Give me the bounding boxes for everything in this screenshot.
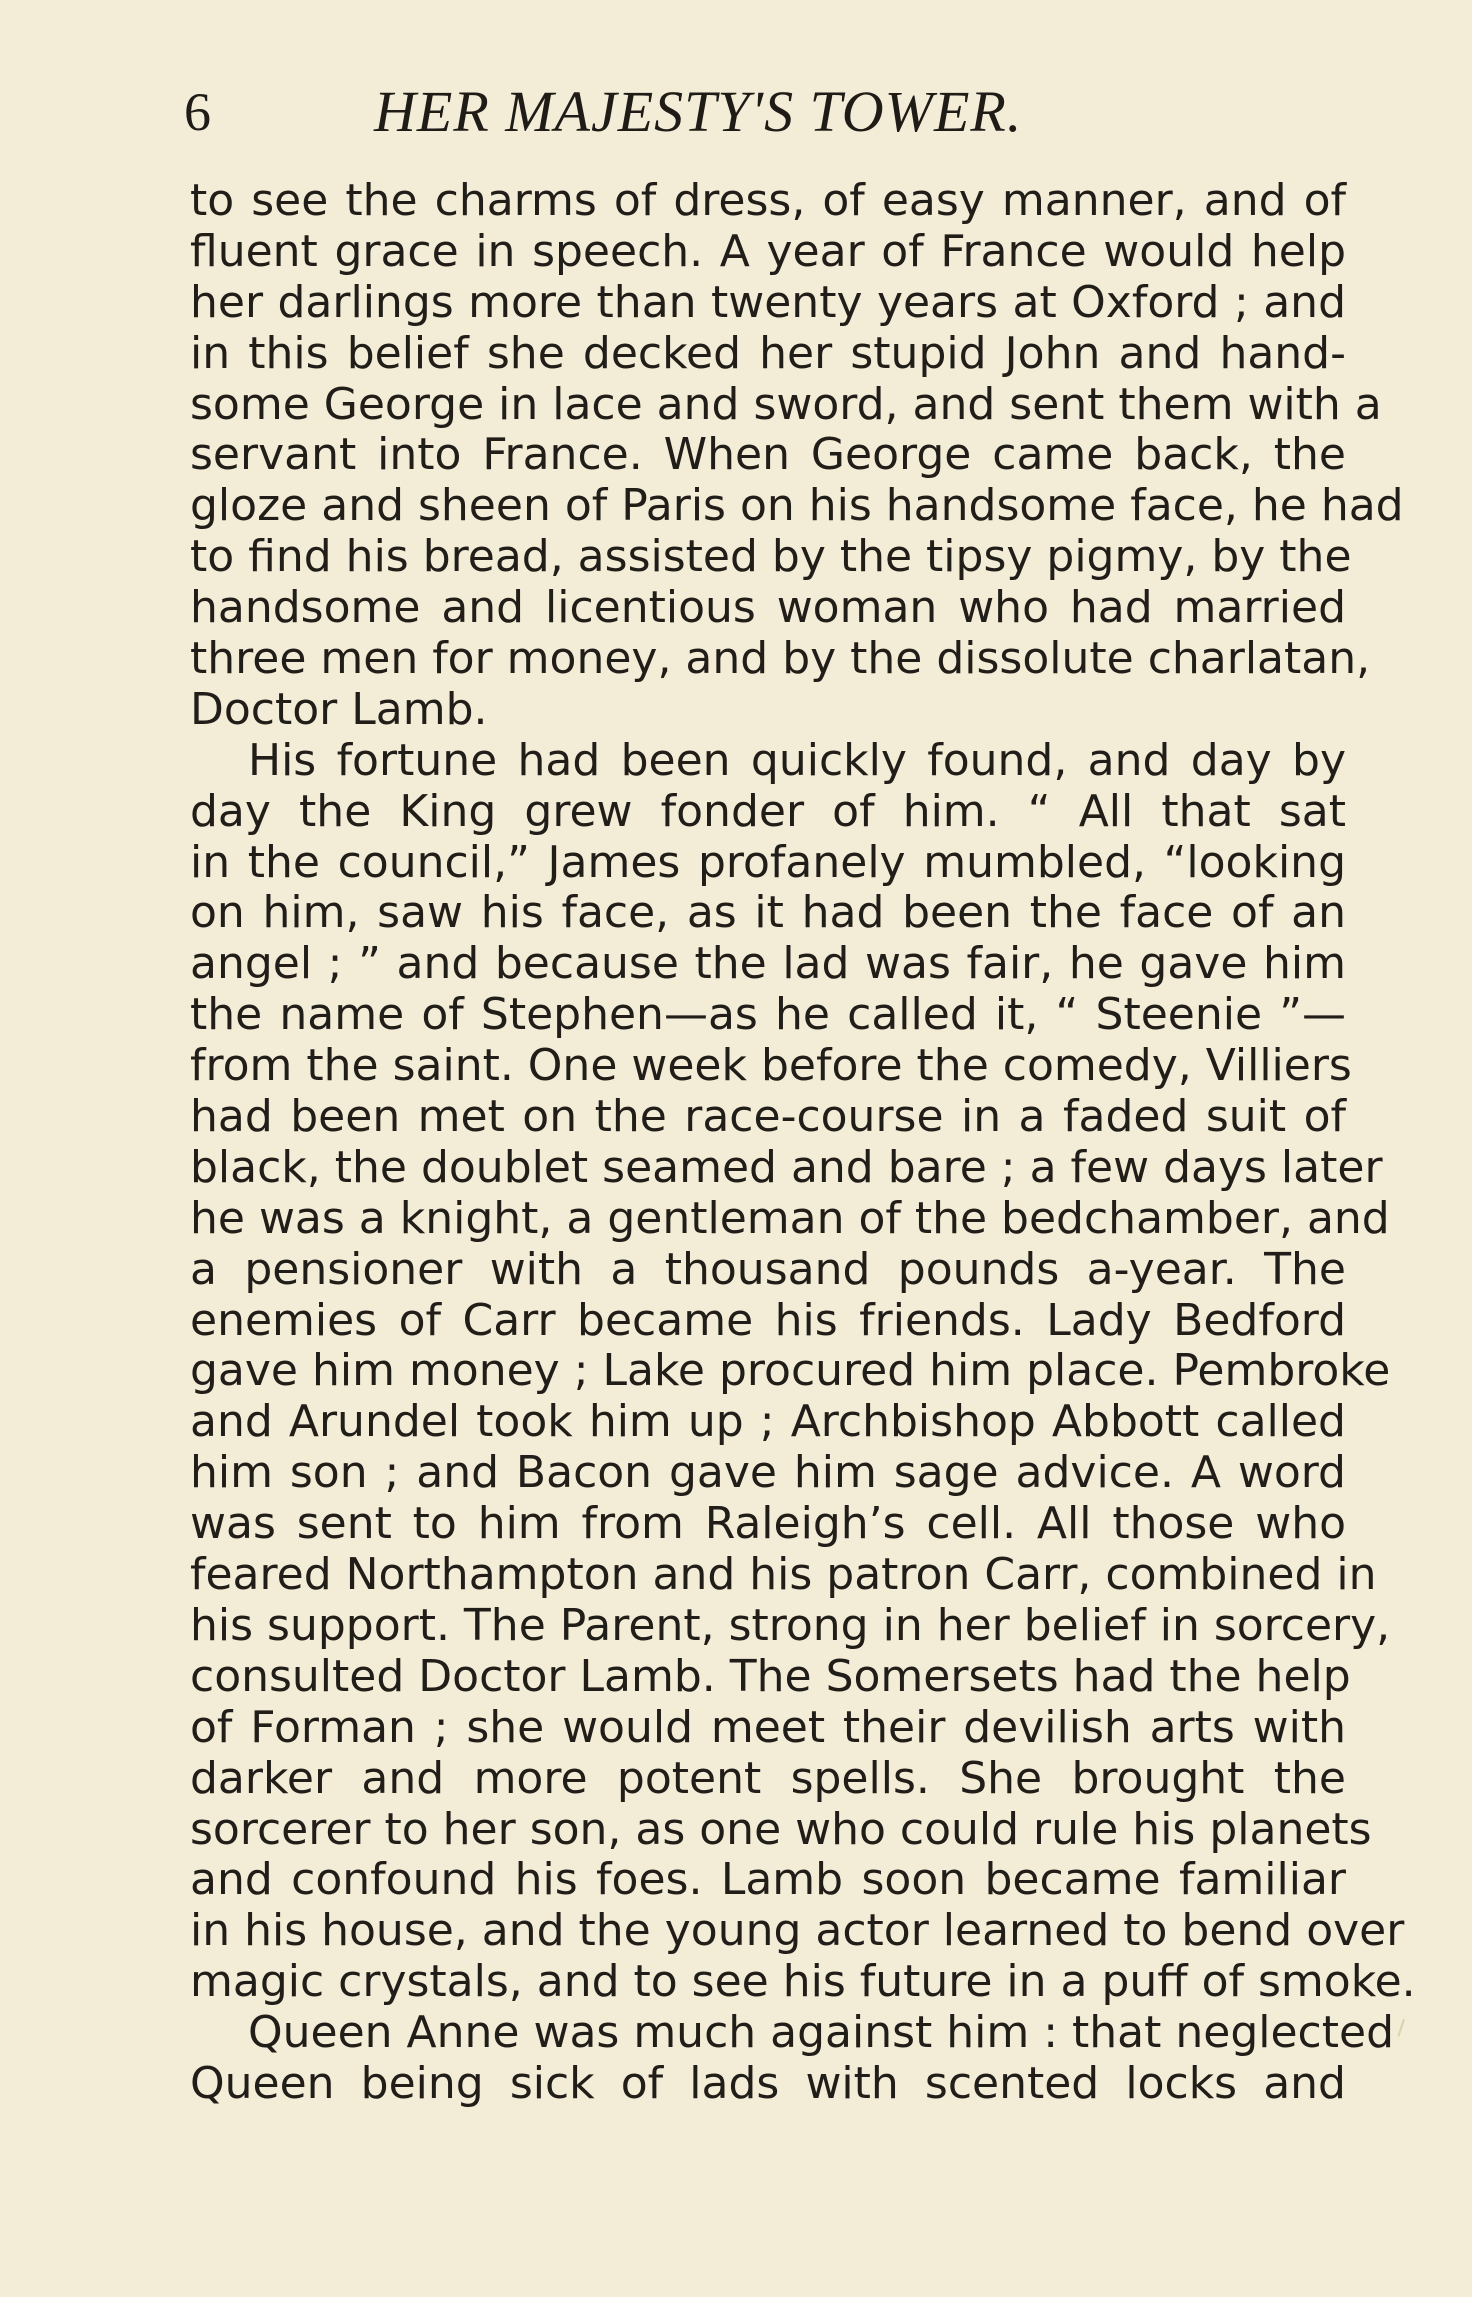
text-line: to find his bread, assisted by the tipsy pigmy, by the [190,531,1352,583]
text-line: enemies of Carr became his friends. Lady Bedford [190,1294,1346,1346]
text-line: in his house, and the young actor learned to bend over [190,1905,1405,1957]
text-line: her darlings more than twenty years at Oxford ; and [190,276,1346,328]
margin-pencil-mark [1397,2019,1412,2039]
text-line: feared Northampton and his patron Carr, combined in [190,1549,1377,1601]
text-line: and Arundel took him up ; Archbishop Abbott called [190,1396,1346,1448]
text-line: Queen Anne was much against him : that neglected [248,2007,1394,2059]
text-line: handsome and licentious woman who had married [190,582,1346,634]
text-line: gave him money ; Lake procured him place. Pembroke [190,1345,1391,1397]
text-line: was sent to him from Raleigh’s cell. All those who [190,1498,1346,1550]
text-line: on him, saw his face, as it had been the face of an [190,887,1346,939]
text-line: in this belief she decked her stupid John and hand- [190,327,1346,379]
text-line: darker and more potent spells. She brought the [190,1752,1346,1804]
text-line: had been met on the race-course in a faded suit of [190,1091,1346,1143]
text-line: and confound his foes. Lamb soon became familiar [190,1854,1346,1906]
text-line: day the King grew fonder of him. “ All that sat [190,785,1346,837]
running-title: HER MAJESTY'S TOWER. [374,79,1023,144]
text-line: gloze and sheen of Paris on his handsome face, he had [190,480,1404,532]
text-line: fluent grace in speech. A year of France would help [190,225,1346,277]
text-line: his support. The Parent, strong in her belief in sorcery, [190,1599,1391,1651]
running-head [184,72,1144,152]
text-line: Doctor Lamb. [190,683,488,735]
text-line: Queen being sick of lads with scented locks and [190,2057,1346,2109]
text-line: three men for money, and by the dissolute charlatan, [190,633,1371,685]
text-line: sorcerer to her son, as one who could rule his planets [190,1803,1372,1855]
text-line: His fortune had been quickly found, and day by [248,734,1346,786]
text-line: the name of Stephen—as he called it, “ Steenie ”— [190,989,1346,1041]
text-line: servant into France. When George came back, the [190,429,1346,481]
text-line: he was a knight, a gentleman of the bedchamber, and [190,1192,1390,1244]
text-line: a pensioner with a thousand pounds a-year. The [190,1243,1346,1295]
text-line: magic crystals, and to see his future in a puff of smoke. [190,1956,1416,2008]
text-line: from the saint. One week before the comedy, Villiers [190,1040,1352,1092]
text-line: some George in lace and sword, and sent them with a [190,378,1382,430]
text-line: consulted Doctor Lamb. The Somersets had the help [190,1650,1351,1702]
body-text [190,175,1416,2110]
text-line: to see the charms of dress, of easy manner, and of [190,175,1346,226]
text-line: black, the doublet seamed and bare ; a few days later [190,1141,1383,1193]
page-number: 6 [184,82,211,142]
text-line: in the council,” James profanely mumbled, “looking [190,836,1346,888]
text-line: him son ; and Bacon gave him sage advice. A word [190,1447,1346,1499]
text-line: angel ; ” and because the lad was fair, he gave him [190,938,1346,990]
text-line: of Forman ; she would meet their devilish arts with [190,1701,1346,1753]
